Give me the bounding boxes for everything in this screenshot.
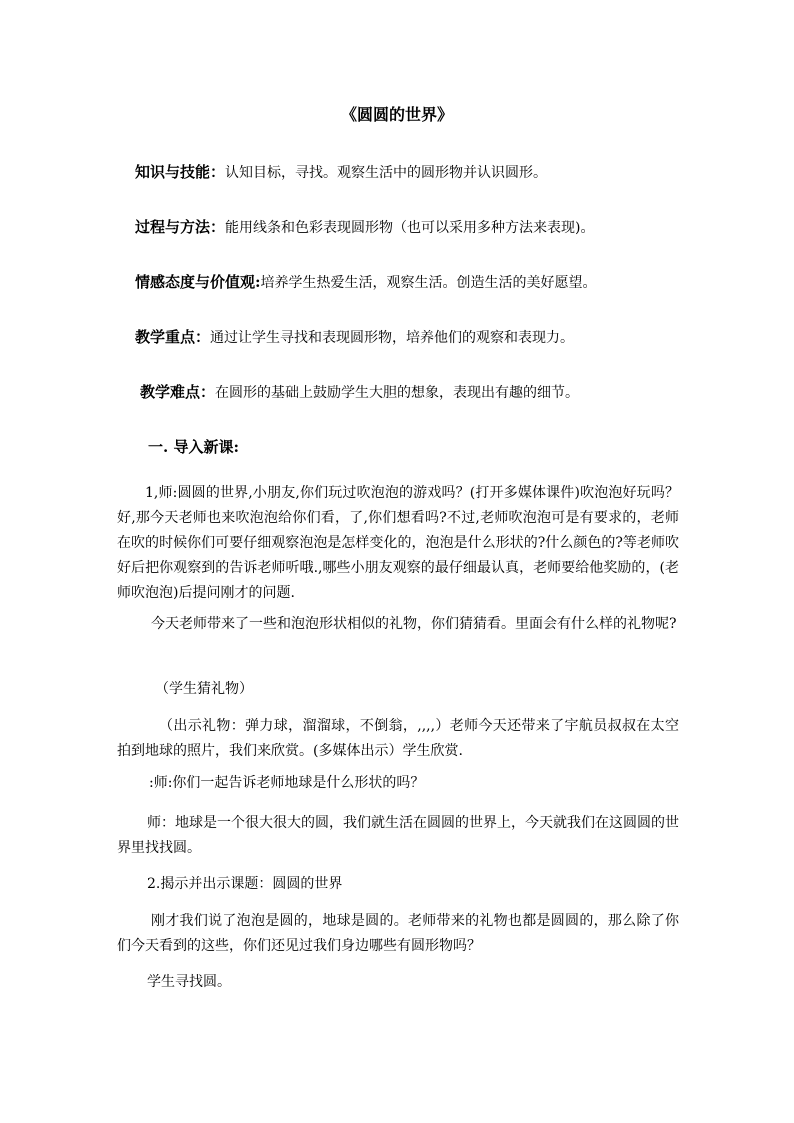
paragraph-question: :师:你们一起告诉老师地球是什么形状的吗？ [149,775,425,791]
paragraph-intro: 1,师:圆圆的世界,小朋友,你们玩过吹泡泡的游戏吗？(打开多媒体课件)吹泡泡好玩吗？好,那今天老师也来吹泡泡给你们看，了,你们想看吗?不过,老师吹泡泡可是有要求的，老师在吹的时候你们可要仔细观察泡泡是怎样变化的，泡泡是什么形状的?什么颜色的?等老师吹好后把你观察到的告诉老师听哦.,哪些小朋友观察的最仔细最认真，老师要给他奖励的，(老师吹泡泡)后提问刚才的问题. [117,485,679,601]
document-title: 《圆圆的世界》 [340,105,453,124]
objective-label: 教学难点： [140,383,216,401]
objective-text: 在圆形的基础上鼓励学生大胆的想象，表现出有趣的细节。 [215,385,580,401]
objective-label: 知识与技能： [135,163,226,181]
objective-text: 培养学生热爱生活，观察生活。创造生活的美好愿望。 [260,275,597,291]
objective-text: 认知目标，寻找。观察生活中的圆形物并认识圆形。 [225,165,548,181]
paragraph-guess: （学生猜礼物） [155,681,253,697]
objective-text: 通过让学生寻找和表现圆形物，培养他们的观察和表现力。 [210,330,575,346]
paragraph-gifts: 今天老师带来了一些和泡泡形状相似的礼物，你们猜猜看。里面会有什么样的礼物呢? [151,616,677,632]
paragraph-topic: 2.揭示并出示课题：圆圆的世界 [147,876,343,892]
objective-label: 教学重点： [135,328,211,346]
objective-label: 过程与方法： [135,218,226,236]
objective-knowledge [135,161,547,184]
objective-key-point [135,326,574,349]
paragraph-find-circle: 学生寻找圆。 [147,974,231,990]
paragraph-show-gifts: （出示礼物：弹力球，溜溜球，不倒翁，,,,,）老师今天还带来了宇航员叔叔在太空拍到地球的照片，我们来欣赏。(多媒体出示）学生欣赏. [117,718,679,759]
objective-text: 能用线条和色彩表现圆形物（也可以采用多种方法来表现)。 [225,220,595,236]
paragraph-discussion: 刚才我们说了泡泡是圆的，地球是圆的。老师带来的礼物也都是圆圆的，那么除了你们今天看到的这些，你们还见过我们身边哪些有圆形物吗？ [117,913,679,954]
paragraph-earth: 师：地球是一个很大很大的圆，我们就生活在圆圆的世界上，今天就我们在这圆圆的世界里找找圆。 [117,815,679,856]
section-heading: 一. 导入新课: [148,438,239,456]
objective-difficulty [140,381,579,404]
objective-process [135,216,594,239]
objective-attitude [135,271,597,294]
objective-label: 情感态度与价值观: [135,273,261,291]
